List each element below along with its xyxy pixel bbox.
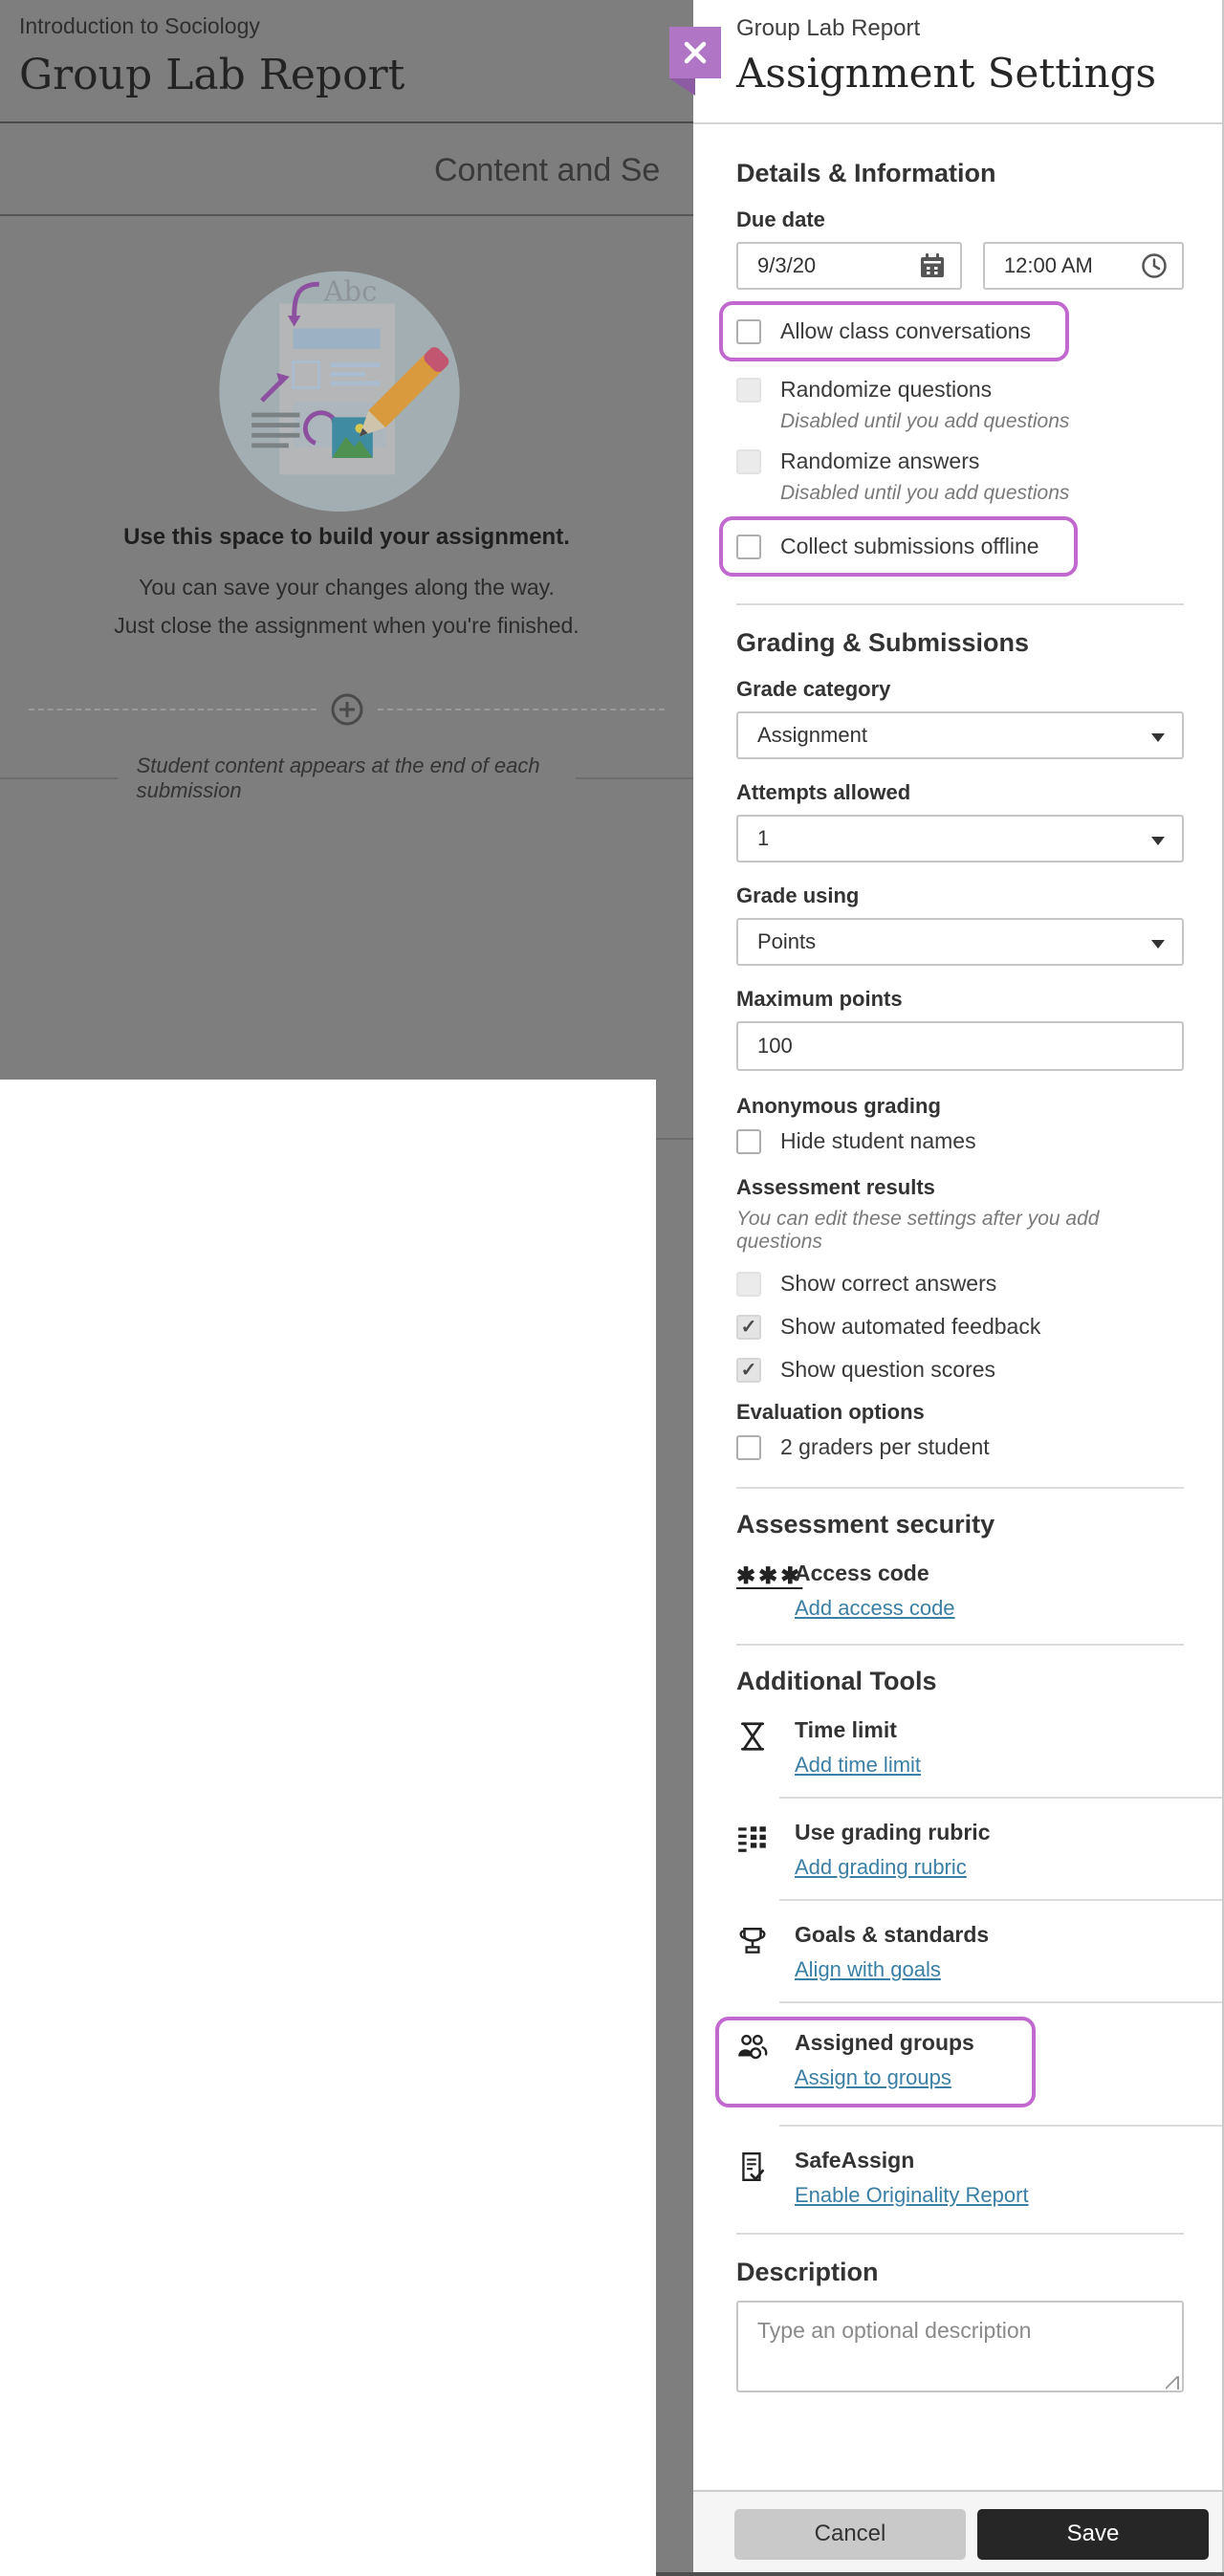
safeassign-label: SafeAssign bbox=[795, 2148, 915, 2172]
grade-category-value: Assignment bbox=[757, 723, 867, 747]
grade-category-select[interactable] bbox=[736, 711, 1184, 759]
align-with-goals-link[interactable]: Align with goals bbox=[795, 1957, 941, 1981]
allow-conversations-checkbox[interactable] bbox=[736, 319, 761, 344]
hourglass-icon bbox=[736, 1717, 779, 1778]
panel-context-title: Group Lab Report bbox=[736, 15, 921, 41]
show-question-scores-label: Show question scores bbox=[780, 1357, 996, 1382]
collect-offline-highlight bbox=[719, 516, 1078, 577]
grading-rubric-label: Use grading rubric bbox=[795, 1820, 991, 1845]
chevron-down-icon bbox=[1151, 837, 1165, 845]
show-correct-answers-checkbox bbox=[736, 1272, 761, 1297]
panel-header bbox=[693, 0, 1222, 124]
due-date-input[interactable] bbox=[736, 242, 962, 290]
show-question-scores-checkbox[interactable]: ✓ bbox=[736, 1358, 761, 1383]
section-divider bbox=[736, 603, 1184, 605]
randomize-questions-label: Randomize questions bbox=[780, 377, 993, 402]
details-heading: Details & Information bbox=[736, 159, 996, 187]
safeassign-document-icon bbox=[736, 2148, 779, 2208]
two-graders-checkbox[interactable] bbox=[736, 1435, 761, 1460]
illustration-abc-text: Abc bbox=[323, 274, 378, 308]
assigned-groups-highlight bbox=[715, 2017, 1036, 2107]
add-content-divider bbox=[29, 692, 665, 727]
chevron-down-icon bbox=[1151, 733, 1165, 742]
empty-state-heading: Use this space to build your assignment. bbox=[123, 524, 570, 550]
enable-originality-report-link[interactable]: Enable Originality Report bbox=[795, 2183, 1029, 2207]
show-automated-feedback-label: Show automated feedback bbox=[780, 1314, 1041, 1339]
add-time-limit-link[interactable]: Add time limit bbox=[795, 1753, 922, 1777]
note-line-left bbox=[0, 777, 118, 779]
anonymous-grading-label: Anonymous grading bbox=[736, 1094, 941, 1118]
hide-student-names-checkbox[interactable] bbox=[736, 1129, 761, 1154]
assessment-results-label: Assessment results bbox=[736, 1175, 935, 1199]
show-automated-feedback-checkbox[interactable]: ✓ bbox=[736, 1315, 761, 1340]
allow-conversations-highlight bbox=[719, 301, 1069, 361]
assignment-settings-panel bbox=[693, 0, 1224, 2576]
description-heading: Description bbox=[736, 2258, 879, 2286]
assignment-title: Group Lab Report bbox=[19, 51, 405, 99]
empty-state-line1: You can save your changes along the way. bbox=[139, 575, 555, 600]
randomize-answers-label: Randomize answers bbox=[780, 448, 980, 473]
attempts-label: Attempts allowed bbox=[736, 780, 911, 804]
two-graders-label: 2 graders per student bbox=[780, 1434, 990, 1459]
attempts-value: 1 bbox=[757, 826, 770, 850]
panel-body bbox=[693, 124, 1222, 2490]
assign-to-groups-link[interactable]: Assign to groups bbox=[795, 2065, 951, 2089]
close-panel-button[interactable] bbox=[669, 27, 721, 78]
randomize-questions-checkbox bbox=[736, 378, 761, 403]
randomize-answers-checkbox bbox=[736, 449, 761, 474]
chevron-down-icon bbox=[1151, 940, 1165, 949]
assessment-results-note: You can edit these settings after you add questions bbox=[736, 1208, 1100, 1253]
grade-using-select[interactable] bbox=[736, 918, 1184, 966]
show-correct-answers-label: Show correct answers bbox=[780, 1271, 997, 1296]
note-line-right bbox=[576, 777, 693, 779]
due-date-value: 9/3/20 bbox=[757, 253, 817, 277]
calendar-icon bbox=[918, 251, 947, 280]
grading-heading: Grading & Submissions bbox=[736, 628, 1030, 657]
section-divider bbox=[736, 1487, 1184, 1489]
panel-footer bbox=[693, 2490, 1222, 2576]
add-grading-rubric-link[interactable]: Add grading rubric bbox=[795, 1855, 967, 1879]
illustration-graphic bbox=[201, 262, 478, 539]
save-button[interactable]: Save bbox=[977, 2509, 1209, 2560]
max-points-label: Maximum points bbox=[736, 987, 903, 1011]
cancel-button[interactable]: Cancel bbox=[734, 2509, 966, 2560]
section-divider bbox=[736, 2233, 1184, 2235]
randomize-answers-note: Disabled until you add questions bbox=[780, 482, 1070, 504]
tool-divider bbox=[779, 1899, 1222, 1901]
due-date-label: Due date bbox=[736, 207, 825, 231]
assigned-groups-label: Assigned groups bbox=[795, 2030, 974, 2055]
clock-icon bbox=[1140, 251, 1169, 280]
assignment-canvas bbox=[0, 216, 693, 1078]
student-content-note: Student content appears at the end of each submission bbox=[136, 753, 540, 802]
close-icon bbox=[683, 40, 708, 65]
assessment-security-heading: Assessment security bbox=[736, 1510, 995, 1539]
tool-divider bbox=[779, 2001, 1222, 2003]
section-divider bbox=[736, 1644, 1184, 1646]
build-assignment-illustration bbox=[201, 262, 478, 539]
rubric-grid-icon bbox=[736, 1820, 779, 1880]
add-content-plus-icon[interactable] bbox=[330, 692, 364, 727]
tool-divider bbox=[779, 2125, 1222, 2127]
attempts-select[interactable] bbox=[736, 815, 1184, 862]
allow-conversations-label: Allow class conversations bbox=[780, 318, 1032, 343]
description-field-wrap bbox=[736, 2301, 1184, 2397]
dimmed-course-page bbox=[0, 0, 693, 1080]
additional-tools-heading: Additional Tools bbox=[736, 1667, 937, 1695]
tab-content-and-settings[interactable]: Content and Se bbox=[434, 152, 661, 188]
grade-category-label: Grade category bbox=[736, 677, 891, 701]
course-page-header bbox=[0, 0, 693, 123]
due-time-input[interactable] bbox=[983, 242, 1184, 290]
goals-standards-label: Goals & standards bbox=[795, 1922, 990, 1947]
goals-trophy-icon bbox=[736, 1922, 779, 1982]
dashed-line bbox=[378, 709, 666, 710]
panel-title: Assignment Settings bbox=[736, 50, 1157, 97]
add-access-code-link[interactable]: Add access code bbox=[795, 1596, 955, 1620]
access-code-label: Access code bbox=[795, 1561, 929, 1585]
grade-using-value: Points bbox=[757, 929, 817, 953]
groups-people-icon bbox=[736, 2030, 779, 2090]
tool-divider bbox=[779, 1797, 1222, 1799]
randomize-questions-note: Disabled until you add questions bbox=[780, 410, 1070, 432]
empty-state-line2: Just close the assignment when you're finished. bbox=[114, 613, 579, 638]
evaluation-options-label: Evaluation options bbox=[736, 1400, 925, 1424]
collect-offline-label: Collect submissions offline bbox=[780, 534, 1039, 558]
max-points-input[interactable] bbox=[736, 1021, 1184, 1071]
time-limit-label: Time limit bbox=[795, 1717, 897, 1742]
capture-bottom-edge bbox=[656, 2572, 1224, 2576]
due-time-value: 12:00 AM bbox=[1003, 253, 1093, 277]
grade-using-label: Grade using bbox=[736, 884, 860, 907]
description-textarea[interactable] bbox=[736, 2301, 1184, 2392]
page-edge-line bbox=[656, 1138, 693, 1140]
breadcrumb-course-name: Introduction to Sociology bbox=[19, 13, 260, 38]
collect-offline-checkbox[interactable] bbox=[736, 535, 761, 559]
dashed-line bbox=[29, 709, 317, 710]
hide-student-names-label: Hide student names bbox=[780, 1128, 976, 1153]
student-content-note-row bbox=[0, 753, 693, 803]
access-code-icon: ✱✱✱ bbox=[736, 1563, 803, 1589]
max-points-value: 100 bbox=[757, 1034, 793, 1058]
content-settings-tab-bar bbox=[0, 123, 693, 216]
dimmed-page-edge-strip bbox=[656, 1080, 693, 2576]
